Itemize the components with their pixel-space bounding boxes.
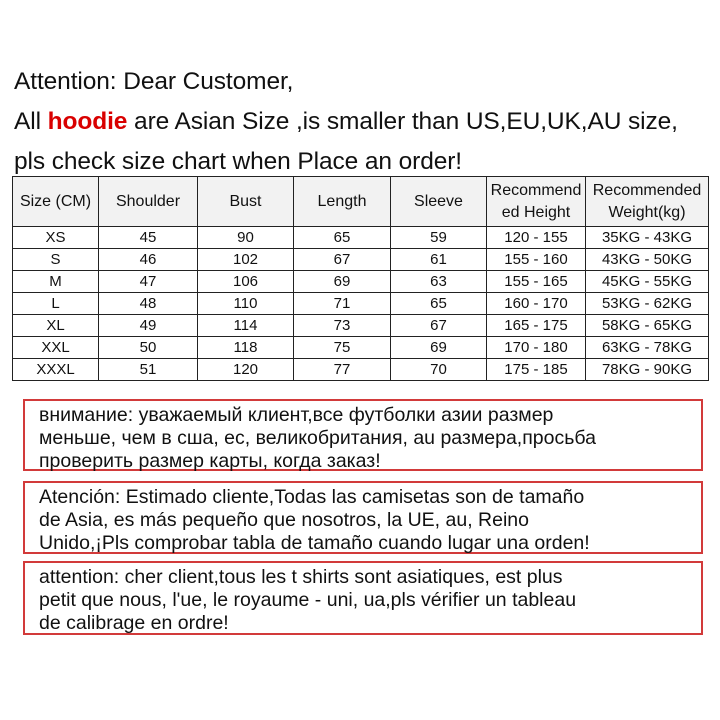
header-recommended-weight [586,177,709,227]
table-row [13,227,709,249]
french-notice-line: petit que nous, l'ue, le royaume - uni, ua,pls vérifier un tableau [39,589,577,611]
cell-size: XXXL [13,359,99,381]
cell-shoulder: 47 [99,271,198,293]
cell-height: 160 - 170 [487,293,586,315]
cell-weight: 78KG - 90KG [586,359,709,381]
cell-weight: 53KG - 62KG [586,293,709,315]
cell-height: 165 - 175 [487,315,586,337]
russian-notice-box [23,399,703,471]
cell-bust: 120 [198,359,294,381]
size-chart-table [12,176,709,381]
cell-sleeve: 69 [391,337,487,359]
cell-weight: 35KG - 43KG [586,227,709,249]
cell-bust: 110 [198,293,294,315]
cell-shoulder: 50 [99,337,198,359]
header-length: Length [294,177,391,227]
cell-sleeve: 61 [391,249,487,271]
cell-bust: 114 [198,315,294,337]
cell-length: 75 [294,337,391,359]
cell-size: XXL [13,337,99,359]
cell-length: 69 [294,271,391,293]
cell-weight: 58KG - 65KG [586,315,709,337]
cell-shoulder: 51 [99,359,198,381]
cell-sleeve: 70 [391,359,487,381]
table-header-row [13,177,709,227]
notice-line-2 [14,102,714,142]
notice-line-3: pls check size chart when Place an order! [14,148,463,175]
product-highlight: hoodie [47,108,128,135]
cell-height: 120 - 155 [487,227,586,249]
cell-weight: 63KG - 78KG [586,337,709,359]
russian-notice-line: меньше, чем в сша, ес, великобритания, au размера,просьба [39,427,596,449]
cell-sleeve: 63 [391,271,487,293]
cell-length: 71 [294,293,391,315]
french-notice-line: de calibrage en ordre! [39,612,229,634]
cell-height: 155 - 165 [487,271,586,293]
russian-notice-line: внимание: уважаемый клиент,все футболки азии размер [39,404,554,426]
notice-line-2-prefix: All [14,108,48,135]
table-row [13,271,709,293]
header-recommended-height [487,177,586,227]
header-weight-line-1: Recommended [592,181,702,199]
table-row [13,315,709,337]
cell-sleeve: 67 [391,315,487,337]
spanish-notice-line: Atención: Estimado cliente,Todas las camisetas son de tamaño [39,486,585,508]
cell-length: 65 [294,227,391,249]
spanish-notice-line: de Asia, es más pequeño que nosotros, la UE, au, Reino [39,509,529,531]
cell-sleeve: 59 [391,227,487,249]
cell-bust: 90 [198,227,294,249]
header-sleeve: Sleeve [391,177,487,227]
cell-shoulder: 49 [99,315,198,337]
cell-weight: 45KG - 55KG [586,271,709,293]
english-notice [14,62,714,182]
russian-notice-line: проверить размер карты, когда заказ! [39,450,381,472]
spanish-notice-line: Unido,¡Pls comprobar tabla de tamaño cuando lugar una orden! [39,532,590,554]
cell-length: 73 [294,315,391,337]
cell-size: S [13,249,99,271]
cell-length: 67 [294,249,391,271]
spanish-notice-box [23,481,703,554]
table-row [13,293,709,315]
cell-height: 170 - 180 [487,337,586,359]
notice-line-1: Attention: Dear Customer, [14,68,294,95]
cell-size: L [13,293,99,315]
cell-bust: 106 [198,271,294,293]
cell-size: M [13,271,99,293]
cell-sleeve: 65 [391,293,487,315]
cell-shoulder: 45 [99,227,198,249]
cell-size: XL [13,315,99,337]
cell-length: 77 [294,359,391,381]
header-size: Size (CM) [13,177,99,227]
table-row [13,337,709,359]
cell-height: 175 - 185 [487,359,586,381]
table-row [13,359,709,381]
notice-line-2-suffix: are Asian Size ,is smaller than US,EU,UK,AU size, [127,108,678,135]
cell-bust: 102 [198,249,294,271]
cell-height: 155 - 160 [487,249,586,271]
header-bust: Bust [198,177,294,227]
cell-weight: 43KG - 50KG [586,249,709,271]
cell-bust: 118 [198,337,294,359]
header-height-line-1: Recommend [490,181,582,199]
french-notice-box [23,561,703,635]
french-notice-line: attention: cher client,tous les t shirts sont asiatiques, est plus [39,566,563,588]
header-shoulder: Shoulder [99,177,198,227]
cell-size: XS [13,227,99,249]
table-row [13,249,709,271]
header-height-line-2: ed Height [501,203,571,221]
cell-shoulder: 46 [99,249,198,271]
header-weight-line-2: Weight(kg) [608,203,686,221]
cell-shoulder: 48 [99,293,198,315]
